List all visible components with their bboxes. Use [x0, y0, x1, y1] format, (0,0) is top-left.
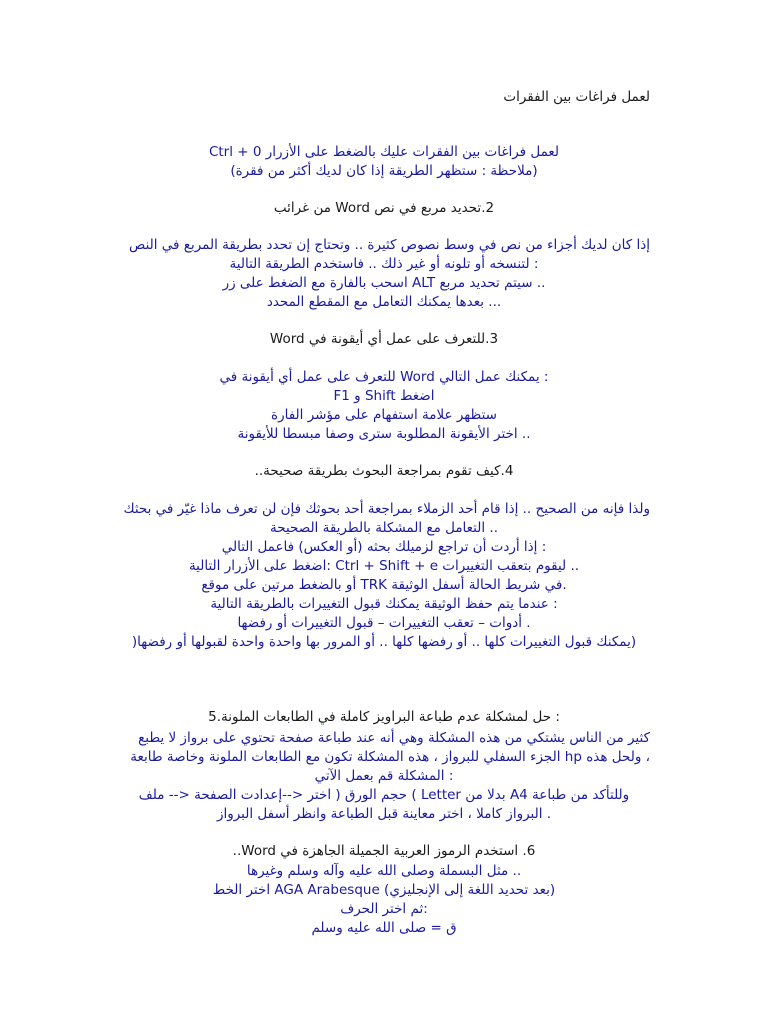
section5-line5: . البرواز كاملا ، اختر معاينة قبل الطباعة وانظر أسفل البرواز	[216, 806, 552, 822]
section3-heading: 3.للتعرف على عمل أي أيقونة في Word	[269, 331, 499, 347]
document-title: لعمل فراغات بين الفقرات	[503, 89, 650, 105]
section4-line6: : عندما يتم حفظ الوثيقة يمكنك قبول التغييرات بالطريقة التالية	[210, 596, 558, 612]
section5-line2: ، ولحل هذه hp الجزء السفلي للبرواز ، هذه المشكلة تكون مع الطابعات الملونة وخاصة طابعة	[130, 749, 650, 765]
section6-heading: 6. استخدم الرموز العربية الجميلة الجاهزة في Word..	[232, 843, 536, 859]
section2-line4: ... بعدها يمكنك التعامل مع المقطع المحدد	[266, 294, 502, 310]
section4-heading: 4.كيف تقوم بمراجعة البحوث بطريقة صحيحة..	[254, 463, 514, 479]
section4-line8: (يمكنك قبول التغييرات كلها .. أو رفضها كلها .. أو المرور بها واحدة واحدة لقبولها أو رفضها(	[131, 634, 637, 650]
section3-line4: .. اختر الأيقونة المطلوبة سترى وصفا مبسطا للأيقونة	[237, 426, 531, 442]
section5-line4: وللتأكد من طباعة A4 بدلا من Letter ) حجم الورق ( اختر <--إعدادت الصفحة <-- ملف	[138, 787, 630, 803]
section6-line1: .. مثل البسملة وصلى الله عليه وآله وسلم وغيرها	[246, 863, 522, 879]
section3-line2: اضغط Shift و F1	[333, 388, 435, 404]
section1-line1: لعمل فراغات بين الفقرات عليك بالضغط على الأزرار Ctrl + 0	[208, 144, 560, 160]
section4-line7: . أدوات – تعقب التغييرات – قبول التغييرات أو رفضها	[237, 615, 531, 631]
section4-line2: .. التعامل مع المشكلة بالطريقة الصحيحة	[270, 520, 498, 536]
section6-line3: :ثم اختر الحرف	[340, 901, 428, 917]
section5-heading: : حل لمشكلة عدم طباعة البراويز كاملة في الطابعات الملونة.5	[208, 709, 560, 725]
section5-line1: كثير من الناس يشتكي من هذه المشكلة وهي أنه عند طباعة صفحة تحتوي على برواز لا يطبع	[138, 730, 650, 746]
section4-line3: : إذا أردت أن تراجع لزميلك بحثه (أو العكس) فاعمل التالي	[221, 539, 547, 555]
section4-line4: .. ليقوم بتعقب التغييرات Ctrl + Shift + e :اضغط على الأزرار التالية	[188, 558, 580, 574]
section4-line1: ولذا فإنه من الصحيح .. إذا قام أحد الزملاء بمراجعة أحد بحوثك فإن لن تعرف ماذا غيّر في بحثك	[123, 501, 650, 517]
section3-line1: : يمكنك عمل التالي Word للتعرف على عمل أي أيقونة في	[219, 369, 549, 385]
section3-line3: ستظهر علامة استفهام على مؤشر الفارة	[271, 407, 497, 423]
section2-line1: إذا كان لديك أجزاء من نص في وسط نصوص كثيرة .. وتحتاج إن تحدد بطريقة المربع في النص	[129, 237, 650, 253]
section2-line2: : لتنسخه أو تلونه أو غير ذلك .. فاستخدم الطريقة التالية	[229, 256, 539, 272]
section1-line2: (ملاحظة : ستظهر الطريقة إذا كان لديك أكثر من فقرة)	[230, 163, 538, 179]
section6-line2: (بعد تحديد اللغة إلى الإنجليزي) AGA Arabesque اختر الخط	[212, 882, 556, 898]
section5-line3: : المشكلة قم بعمل الآتي	[314, 768, 454, 784]
section2-heading: 2.تحديد مربع في نص Word من غرائب	[273, 200, 495, 216]
section2-line3: .. سيتم تحديد مربع ALT اسحب بالفارة مع الضغط على زر	[222, 275, 546, 291]
section4-line5: .في شريط الحالة أسفل الوثيقة TRK أو بالضغط مرتين على موقع	[201, 577, 567, 593]
section6-line4: ق = صلى الله عليه وسلم	[311, 920, 457, 936]
